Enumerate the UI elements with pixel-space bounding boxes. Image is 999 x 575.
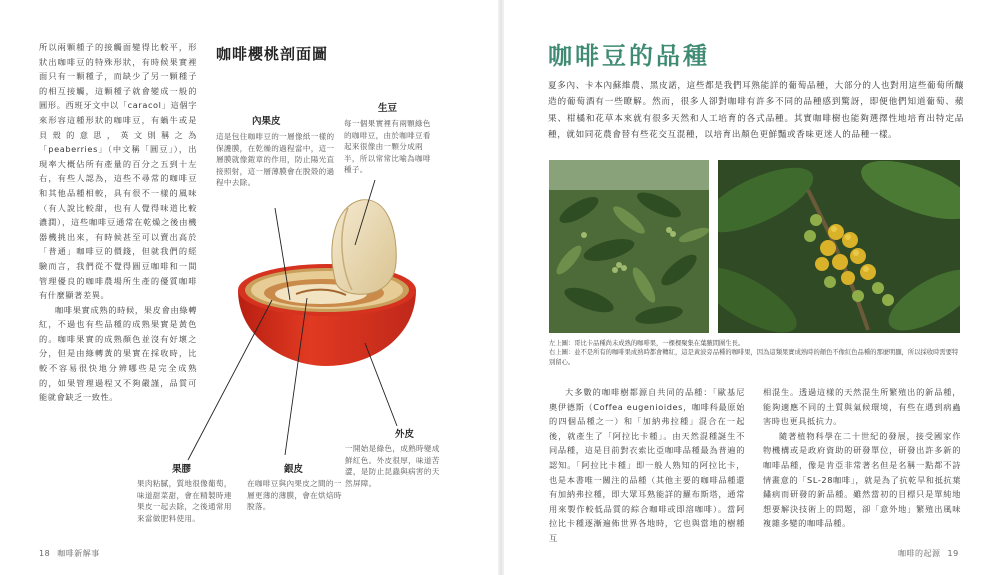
left-folio [39, 548, 100, 559]
left-page-number: 18 [39, 549, 51, 558]
right-column-1: 大多數的咖啡樹都源自共同的品種：「歐基尼奧伊德斯（Coffea eugenioides，咖啡科最原始的四個品種之一）和「加納弗拉種」混合在一起後，就產生了「阿拉比卡種」。由天然混種誕生不同品種，這是目前對衣索比亞咖啡品種最為普遍的認知。「阿拉比卡種」即一般人熟知的阿拉比卡，也是本書唯一關注的品種（其他主要的咖啡品種還有加納弗拉種，即大眾耳熟能詳的羅布斯塔，通常用來製作較低品質的綜合咖啡或即溶咖啡）。當阿拉比卡種逐漸遍佈世界各地時，它也與當地的樹種互 [549, 387, 745, 543]
right-page-number: 19 [947, 549, 959, 558]
silverskin-text: 在咖啡豆與內果皮之間的一層更薄的薄膜，會在烘焙時脫落。 [247, 479, 342, 512]
endocarp-label: 內果皮 [252, 116, 281, 127]
caption-left-photo: 左上圖：哥比卡品種尚未成熟的咖啡果，一棵棵聚集在葉腋間圍生長。 [549, 340, 745, 347]
right-running-title: 咖啡的起源 [898, 549, 941, 558]
exocarp-text: 一開始是綠色，成熟時變成鮮紅色。外皮很厚，味道苦澀，是防止昆蟲與病害的天然屏障。 [345, 444, 440, 488]
right-column-2-para-1: 相混生。透過這樣的天然混生所繁殖出的新品種，能夠適應不同的土質與氣候環境，有些在遇到病蟲害時也更具抵抗力。 [763, 387, 961, 427]
seed-label: 生豆 [378, 103, 398, 114]
mesocarp-label: 果膠 [172, 464, 192, 475]
right-column-2 [763, 385, 961, 531]
right-intro-paragraph: 夏多內、卡本內蘇維農、黑皮諾，這些都是我們耳熟能詳的葡萄品種，大部分的人也對用這些葡萄所釀造的葡萄酒有一些瞭解。然而，很多人卻對咖啡有許多不同的品種感到驚訝，即便他們知道葡萄、蘋果、柑橘和花草本來就有很多天然和人工培育的各式品種。其實咖啡樹也能夠選擇性地培育出特定品種，就如同花農會替有些花交互混種，以培育出顏色更鮮豔或香味更迷人的品種一樣。 [548, 81, 964, 140]
left-running-title: 咖啡新解事 [57, 549, 100, 558]
book-gutter [498, 0, 504, 575]
exocarp-label: 外皮 [395, 429, 415, 440]
right-folio [898, 548, 959, 559]
mesocarp-text: 果肉粘膩，質地很像葡萄，味道甜菜甜，會在精製時連果皮一起去除，之後通常用來當做肥料使用。 [137, 479, 232, 523]
photo-unripe-coffee-cherries [549, 160, 709, 333]
diagram-title: 咖啡櫻桃剖面圖 [216, 45, 329, 63]
seed-text: 每一個果實裡有兩顆綠色的咖啡豆，由於咖啡豆看起來很像由一顆分成兩半，所以常常比喻為咖啡種子。 [344, 119, 431, 175]
silverskin-label: 銀皮 [284, 464, 304, 475]
left-paragraph-1: 所以兩顆種子的接觸面變得比較平，形狀出咖啡豆的特殊形狀，有時候果實裡面只有一顆種子，而缺少了另一顆種子的相互接觸，這顆種子就會變成一般的圓形。西班牙文中以「caracol」這個字來形容這種形狀的咖啡豆，有蝸牛或是貝殼的意思，英文則稱之為「peaberries」（中文稱「圓豆」），出現率大概佔所有產量的百分之五到十左右，有些人認為，這些不尋常的咖啡豆和其他品種相較，具有很不一樣的風味（有人說比較甜，也有人覺得味道比較濃潤），這些咖啡豆通常在乾燥之後由機器機挑出來，有時候甚至可以賣出高於「普通」咖啡豆的價錢，但就我們的經驗而言，我們從不覺得圓豆咖啡和一間管理優良的咖啡農場所生產的優質咖啡有什麼顯著差異。 [39, 42, 197, 301]
photo-captions [549, 339, 959, 367]
caption-right-photo: 右上圖：並不是所有的咖啡果成熟時都會轉紅，這是黃波旁品種的咖啡果，因為這類果實成熟時的顏色不像紅色品種的那麼明顯，所以採收時需要特別留心。 [549, 349, 959, 366]
left-paragraph-2: 咖啡果實成熟的時候，果皮會由綠轉紅，不過也有些品種的成熟果實是黃色的。咖啡果實的成熟顏色並沒有好壞之分，但是由綠轉黃的果實在採收時，比較不容易很快地分辨哪些是完全成熟的，如果管理過程又不夠嚴謹，品質可能就會缺乏一致性。 [39, 304, 197, 403]
photo-yellow-bourbon-cherries [718, 160, 960, 333]
right-page-heading: 咖啡豆的品種 [548, 42, 710, 70]
right-column-2-para-2: 隨著植物科學在二十世紀的發展，接受國家作物機構或是政府資助的研發單位，研發出許多新的咖啡品種，像是肯亞非常著名但是名稱一點都不詩情畫意的「SL-28咖啡」，就是為了抗乾旱和抵抗葉鏽病而研發的新品種。雖然當初的目標只是單純地想要解決技術上的問題，卻「意外地」繁殖出風味複雜多變的咖啡品種。 [763, 430, 961, 529]
endocarp-text: 這是包住咖啡豆的一層像紙一樣的保護膜，在乾燥的過程當中，這一層膜就像鎧章的作用，防止陽光直接照射，這一層薄膜會在脫殼的過程中去除。 [216, 132, 335, 188]
